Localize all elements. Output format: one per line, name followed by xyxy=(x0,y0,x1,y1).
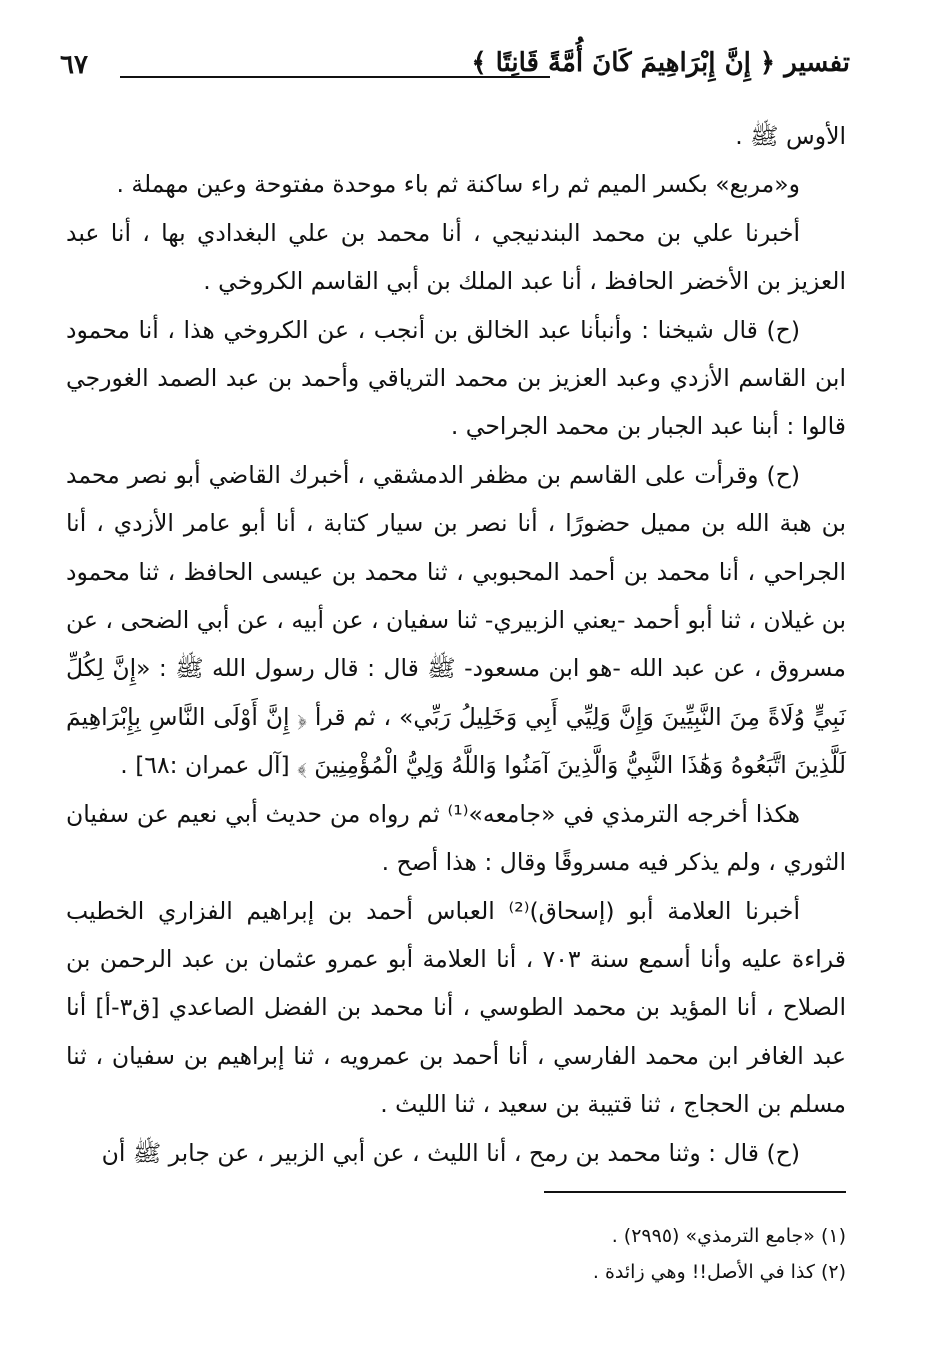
header-title: تفسير ﴿ إِنَّ إِبْرَاهِيمَ كَانَ أُمَّةً قَانِتًا ﴾ xyxy=(471,48,850,78)
paragraph-8: (ح) قال : وثنا محمد بن رمح ، أنا الليث ، عن أبي الزبير ، عن جابر ﷺ أن xyxy=(101,1138,800,1167)
paragraph-1: الأوس ﷺ . xyxy=(735,122,846,150)
paragraph-4: (ح) قال شيخنا : وأنبأنا عبد الخالق بن أنجب ، عن الكروخي هذا ، أنا محمود ابن القاسم الأزدي وعبد العزيز بن محمد الترياقي وأحمد بن عبد الصمد الغورجي قالوا : أبنا عبد الجبار بن محمد الجراحي . xyxy=(66,315,846,441)
footnote-2: (٢) كذا في الأصل!! وهي زائدة . xyxy=(592,1261,846,1283)
header-rule xyxy=(120,76,550,78)
page-number: ٦٧ xyxy=(60,50,88,80)
body-text xyxy=(66,112,846,1177)
paragraph-2: و«مربع» بكسر الميم ثم راء ساكنة ثم باء موحدة مفتوحة وعين مهملة . xyxy=(116,170,800,199)
paragraph-5: (ح) وقرأت على القاسم بن مظفر الدمشقي ، أخبرك القاضي أبو نصر محمد بن هبة الله بن مميل حضورًا ، أنا نصر بن سيار كتابة ، أنا أبو عامر الأزدي ، أنا الجراحي ، أنا محمد بن أحمد المحبوبي ، ثنا محمد بن عيسى الحافظ ، ثنا محمود بن غيلان ، ثنا أبو أحمد -يعني الزبيري- ثنا سفيان ، عن أبيه ، عن أبي الضحى ، عن مسروق ، عن عبد الله -هو ابن مسعود- ﷺ قال : قال رسول الله ﷺ : «إِنَّ لِكُلِّ نَبِيٍّ وُلَاةً مِنَ النَّبِيِّينَ وَإِنَّ وَلِيِّي أَبِي وَخَلِيلُ رَبِّي» ، ثم قرأ ﴿ إِنَّ أَوْلَى النَّاسِ بِإِبْرَاهِيمَ لَلَّذِينَ اتَّبَعُوهُ وَهَٰذَا النَّبِيُّ وَالَّذِينَ آمَنُوا وَاللَّهُ وَلِيُّ الْمُؤْمِنِينَ ﴾ [آل عمران :٦٨] . xyxy=(66,460,846,780)
running-header xyxy=(60,44,850,94)
paragraph-3: أخبرنا علي بن محمد البندنيجي ، أنا محمد بن علي البغدادي بها ، أنا عبد العزيز بن الأخضر الحافظ ، أنا عبد الملك بن أبي القاسم الكروخي . xyxy=(66,218,846,296)
footnotes xyxy=(466,1218,846,1290)
footnote-1: (١) «جامع الترمذي» (٢٩٩٥) . xyxy=(611,1225,846,1247)
footnote-rule xyxy=(544,1191,846,1193)
paragraph-7: أخبرنا العلامة أبو (إسحاق)⁽²⁾ العباس أحمد بن إبراهيم الفزاري الخطيب قراءة عليه وأنا أسمع سنة ٧٠٣ ، أنا العلامة أبو عمرو عثمان بن عبد الرحمن بن الصلاح ، أنا المؤيد بن محمد الطوسي ، أنا محمد بن الفضل الصاعدي [ق٣-أ] أنا عبد الغافر ابن محمد الفارسي ، أنا أحمد بن عمرويه ، ثنا إبراهيم بن سفيان ، ثنا مسلم بن الحجاج ، ثنا قتيبة بن سعيد ، ثنا الليث . xyxy=(66,896,846,1119)
paragraph-6: هكذا أخرجه الترمذي في «جامعه»⁽¹⁾ ثم رواه من حديث أبي نعيم عن سفيان الثوري ، ولم يذكر فيه مسروقًا وقال : هذا أصح . xyxy=(66,799,846,877)
